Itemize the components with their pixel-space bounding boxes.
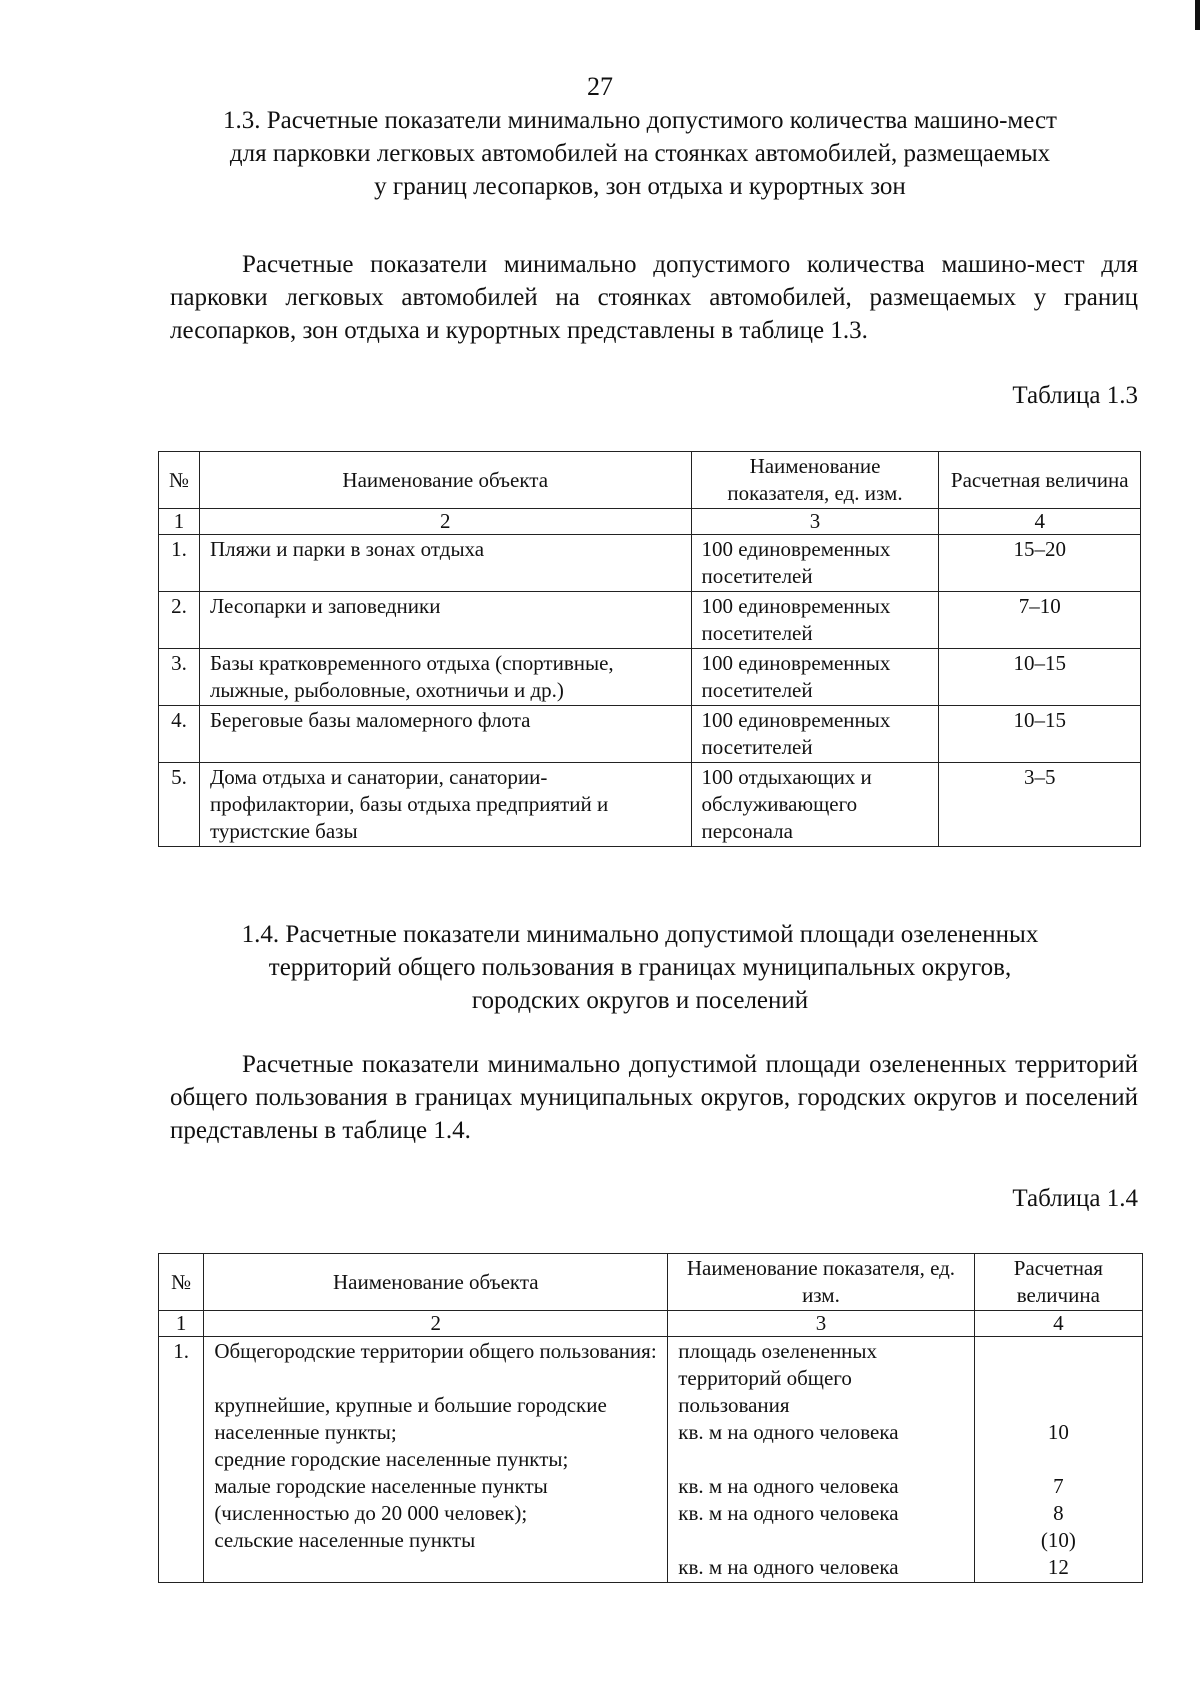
table-row xyxy=(159,649,1141,706)
object-item: крупнейшие, крупные и большие городские населенные пункты; xyxy=(214,1393,607,1444)
calculated-value: 7–10 xyxy=(939,592,1141,649)
table-header-row xyxy=(159,1254,1143,1311)
header-cell: Расчетная величина xyxy=(939,452,1141,509)
indicator-title: площадь озелененных территорий общего пользования xyxy=(678,1339,878,1417)
column-number: 3 xyxy=(691,509,939,535)
row-number: 1. xyxy=(159,1337,204,1583)
column-number: 2 xyxy=(199,509,691,535)
column-number: 1 xyxy=(159,509,200,535)
section-1-3-heading xyxy=(160,104,1120,203)
header-cell: Наименование объекта xyxy=(199,452,691,509)
indicator-name: 100 единовременных посетителей xyxy=(691,592,939,649)
indicator-name xyxy=(668,1337,974,1583)
column-number: 3 xyxy=(668,1311,974,1337)
indicator-name: 100 единовременных посетителей xyxy=(691,706,939,763)
value-item-extra: (10) xyxy=(1040,1528,1076,1552)
calculated-value: 10–15 xyxy=(939,706,1141,763)
value-item: 12 xyxy=(1047,1555,1069,1579)
page-number: 27 xyxy=(587,72,613,101)
section-1-4-heading xyxy=(160,918,1120,1017)
indicator-item: кв. м на одного человека xyxy=(678,1501,899,1525)
indicator-name: 100 единовременных посетителей xyxy=(691,649,939,706)
indicator-item: кв. м на одного человека xyxy=(678,1474,899,1498)
value-item: 10 xyxy=(1047,1420,1069,1444)
heading-line: у границ лесопарков, зон отдыха и курортных зон xyxy=(374,173,906,200)
row-number: 3. xyxy=(159,649,200,706)
header-cell: Наименование показателя, ед. изм. xyxy=(691,452,939,509)
table-row xyxy=(159,535,1141,592)
scan-edge-mark xyxy=(1195,0,1200,30)
heading-line: 1.4. Расчетные показатели минимально допустимой площади озелененных xyxy=(241,921,1039,948)
indicator-name: 100 отдыхающих и обслуживающего персонала xyxy=(691,763,939,847)
header-cell: № xyxy=(159,452,200,509)
section-1-3-paragraph: Расчетные показатели минимально допустимого количества машино-мест для парковки легковых автомобилей на стоянках автомобилей, размещаемых у границ лесопарков, зон отдыха и курортных представлены в таблице 1.3. xyxy=(170,251,1138,344)
calculated-value: 10–15 xyxy=(939,649,1141,706)
object-title: Общегородские территории общего пользования: xyxy=(214,1339,657,1363)
column-number: 1 xyxy=(159,1311,204,1337)
object-name xyxy=(204,1337,668,1583)
header-cell: Наименование показателя, ед. изм. xyxy=(668,1254,974,1311)
calculated-value xyxy=(974,1337,1142,1583)
table-header-row xyxy=(159,452,1141,509)
table-1-3-caption: Таблица 1.3 xyxy=(1012,382,1138,409)
row-number: 1. xyxy=(159,535,200,592)
row-number: 4. xyxy=(159,706,200,763)
table-row xyxy=(159,592,1141,649)
header-cell: Расчетная величина xyxy=(974,1254,1142,1311)
table-row xyxy=(159,763,1141,847)
table-row xyxy=(159,706,1141,763)
indicator-item: кв. м на одного человека xyxy=(678,1555,899,1579)
table-1-3 xyxy=(158,451,1141,847)
table-1-4 xyxy=(158,1253,1143,1583)
indicator-name: 100 единовременных посетителей xyxy=(691,535,939,592)
object-name: Пляжи и парки в зонах отдыха xyxy=(199,535,691,592)
value-item: 8 xyxy=(1053,1501,1064,1525)
object-name: Лесопарки и заповедники xyxy=(199,592,691,649)
column-number: 4 xyxy=(939,509,1141,535)
object-item: малые городские населенные пункты (численностью до 20 000 человек); xyxy=(214,1474,548,1525)
indicator-item: кв. м на одного человека xyxy=(678,1420,899,1444)
column-number-row xyxy=(159,509,1141,535)
table-row xyxy=(159,1337,1143,1583)
calculated-value: 15–20 xyxy=(939,535,1141,592)
row-number: 5. xyxy=(159,763,200,847)
header-cell: № xyxy=(159,1254,204,1311)
table-1-4-caption: Таблица 1.4 xyxy=(1012,1185,1138,1212)
object-name: Базы кратковременного отдыха (спортивные, лыжные, рыболовные, охотничьи и др.) xyxy=(199,649,691,706)
row-number: 2. xyxy=(159,592,200,649)
object-name: Дома отдыха и санатории, санатории-профилактории, базы отдыха предприятий и туристские базы xyxy=(199,763,691,847)
value-item: 7 xyxy=(1053,1474,1064,1498)
section-1-4-paragraph: Расчетные показатели минимально допустимой площади озелененных территорий общего пользования в границах муниципальных округов, городских округов и поселений представлены в таблице 1.4. xyxy=(170,1051,1138,1144)
heading-line: территорий общего пользования в границах муниципальных округов, xyxy=(268,954,1012,981)
object-item: средние городские населенные пункты; xyxy=(214,1447,569,1471)
header-cell: Наименование объекта xyxy=(204,1254,668,1311)
object-name: Береговые базы маломерного флота xyxy=(199,706,691,763)
calculated-value: 3–5 xyxy=(939,763,1141,847)
column-number: 2 xyxy=(204,1311,668,1337)
column-number-row xyxy=(159,1311,1143,1337)
heading-line: для парковки легковых автомобилей на стоянках автомобилей, размещаемых xyxy=(229,140,1051,167)
heading-line: 1.3. Расчетные показатели минимально допустимого количества машино-мест xyxy=(223,107,1057,134)
column-number: 4 xyxy=(974,1311,1142,1337)
heading-line: городских округов и поселений xyxy=(471,987,809,1014)
object-item: сельские населенные пункты xyxy=(214,1528,476,1552)
